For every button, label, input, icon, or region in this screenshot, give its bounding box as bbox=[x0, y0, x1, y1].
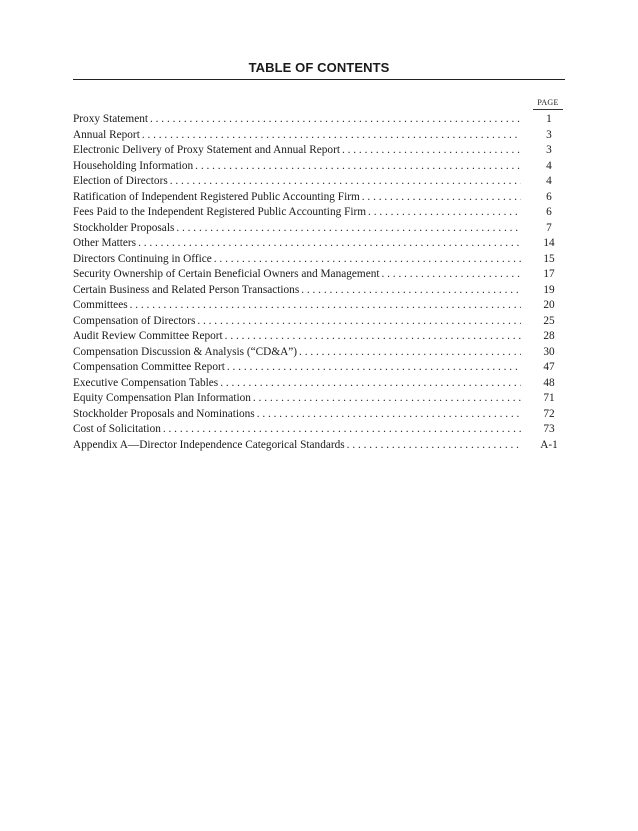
toc-entry-election-of-directors[interactable] bbox=[73, 174, 565, 190]
dot-leader bbox=[225, 360, 521, 376]
toc-entry-page: 15 bbox=[543, 252, 555, 265]
dot-leader bbox=[140, 128, 521, 144]
toc-entry-page: 19 bbox=[543, 283, 555, 296]
toc-entry-page: 4 bbox=[546, 175, 552, 187]
toc-entry-security-ownership[interactable] bbox=[73, 267, 565, 283]
toc-entry-title: Appendix A—Director Independence Categorical Standards bbox=[73, 438, 345, 451]
dot-leader bbox=[174, 221, 521, 237]
toc-entry-title: Compensation Discussion & Analysis (“CD&A”) bbox=[73, 345, 298, 358]
toc-entry-title: Committees bbox=[73, 299, 128, 311]
dot-leader bbox=[168, 174, 521, 190]
toc-entry-title: Audit Review Committee Report bbox=[73, 330, 223, 342]
toc-entry-title: Executive Compensation Tables bbox=[73, 376, 219, 389]
table-of-contents bbox=[73, 112, 565, 453]
toc-entry-title: Security Ownership of Certain Beneficial Owners and Management bbox=[73, 268, 380, 280]
toc-entry-page: 73 bbox=[543, 423, 555, 435]
dot-leader bbox=[299, 283, 521, 299]
toc-entry-page: 4 bbox=[546, 159, 552, 172]
toc-entry-fees-paid[interactable] bbox=[73, 205, 565, 221]
toc-entry-equity-compensation-plan[interactable] bbox=[73, 391, 565, 407]
toc-entry-householding[interactable] bbox=[73, 159, 565, 175]
dot-leader bbox=[218, 376, 521, 392]
toc-entry-title: Proxy Statement bbox=[73, 113, 148, 125]
dot-leader bbox=[380, 267, 522, 283]
title-rule bbox=[73, 79, 565, 80]
toc-entry-page: 25 bbox=[543, 314, 555, 327]
toc-entry-page: 3 bbox=[546, 128, 552, 141]
toc-entry-electronic-delivery[interactable] bbox=[73, 143, 565, 159]
toc-entry-title: Electronic Delivery of Proxy Statement and Annual Report bbox=[73, 144, 340, 156]
toc-entry-title: Compensation Committee Report bbox=[73, 361, 225, 373]
page-column-header: PAGE bbox=[533, 98, 563, 110]
toc-entry-compensation-committee-report[interactable] bbox=[73, 360, 565, 376]
toc-entry-title: Householding Information bbox=[73, 159, 194, 172]
dot-leader bbox=[193, 159, 521, 175]
toc-entry-title: Annual Report bbox=[73, 128, 140, 141]
toc-entry-page: 72 bbox=[543, 407, 555, 420]
toc-entry-cda[interactable] bbox=[73, 345, 565, 361]
toc-entry-title: Ratification of Independent Registered Public Accounting Firm bbox=[73, 190, 360, 203]
toc-entry-compensation-of-directors[interactable] bbox=[73, 314, 565, 330]
toc-entry-title: Stockholder Proposals bbox=[73, 221, 175, 234]
document-title: TABLE OF CONTENTS bbox=[248, 60, 390, 75]
toc-entry-page: 3 bbox=[546, 144, 552, 156]
dot-leader bbox=[340, 143, 521, 159]
toc-entry-title: Compensation of Directors bbox=[73, 314, 196, 327]
dot-leader bbox=[255, 407, 521, 423]
toc-entry-related-person-transactions[interactable] bbox=[73, 283, 565, 299]
dot-leader bbox=[128, 298, 521, 314]
toc-entry-page: 7 bbox=[546, 221, 552, 234]
dot-leader bbox=[148, 112, 521, 128]
dot-leader bbox=[345, 438, 521, 454]
toc-entry-proposals-and-nominations[interactable] bbox=[73, 407, 565, 423]
toc-entry-page: A-1 bbox=[540, 438, 558, 451]
toc-entry-directors-continuing[interactable] bbox=[73, 252, 565, 268]
toc-entry-title: Directors Continuing in Office bbox=[73, 252, 212, 265]
toc-entry-stockholder-proposals[interactable] bbox=[73, 221, 565, 237]
toc-entry-title: Other Matters bbox=[73, 237, 137, 249]
dot-leader bbox=[297, 345, 521, 361]
toc-entry-page: 17 bbox=[543, 268, 555, 280]
dot-leader bbox=[366, 205, 521, 221]
toc-entry-page: 71 bbox=[543, 392, 555, 404]
toc-entry-executive-compensation-tables[interactable] bbox=[73, 376, 565, 392]
toc-entry-page: 6 bbox=[546, 206, 552, 218]
toc-entry-page: 28 bbox=[543, 330, 555, 342]
toc-entry-page: 14 bbox=[543, 237, 555, 249]
toc-entry-audit-review-report[interactable] bbox=[73, 329, 565, 345]
toc-entry-title: Equity Compensation Plan Information bbox=[73, 392, 251, 404]
dot-leader bbox=[136, 236, 521, 252]
dot-leader bbox=[161, 422, 521, 438]
toc-entry-proxy-statement[interactable] bbox=[73, 112, 565, 128]
toc-entry-title: Certain Business and Related Person Transactions bbox=[73, 283, 300, 296]
toc-entry-ratification[interactable] bbox=[73, 190, 565, 206]
toc-entry-cost-of-solicitation[interactable] bbox=[73, 422, 565, 438]
toc-entry-page: 47 bbox=[543, 361, 555, 373]
toc-entry-title: Stockholder Proposals and Nominations bbox=[73, 407, 255, 420]
dot-leader bbox=[195, 314, 521, 330]
toc-entry-committees[interactable] bbox=[73, 298, 565, 314]
dot-leader bbox=[360, 190, 521, 206]
toc-entry-title: Cost of Solicitation bbox=[73, 423, 161, 435]
toc-entry-appendix-a[interactable] bbox=[73, 438, 565, 454]
toc-entry-page: 1 bbox=[546, 113, 552, 125]
toc-entry-page: 48 bbox=[543, 376, 555, 389]
toc-entry-title: Fees Paid to the Independent Registered Public Accounting Firm bbox=[73, 206, 367, 218]
toc-entry-title: Election of Directors bbox=[73, 175, 168, 187]
toc-entry-page: 30 bbox=[543, 345, 555, 358]
toc-entry-page: 6 bbox=[546, 190, 552, 203]
dot-leader bbox=[223, 329, 521, 345]
dot-leader bbox=[251, 391, 521, 407]
toc-entry-page: 20 bbox=[543, 299, 555, 311]
toc-entry-annual-report[interactable] bbox=[73, 128, 565, 144]
dot-leader bbox=[212, 252, 521, 268]
toc-entry-other-matters[interactable] bbox=[73, 236, 565, 252]
